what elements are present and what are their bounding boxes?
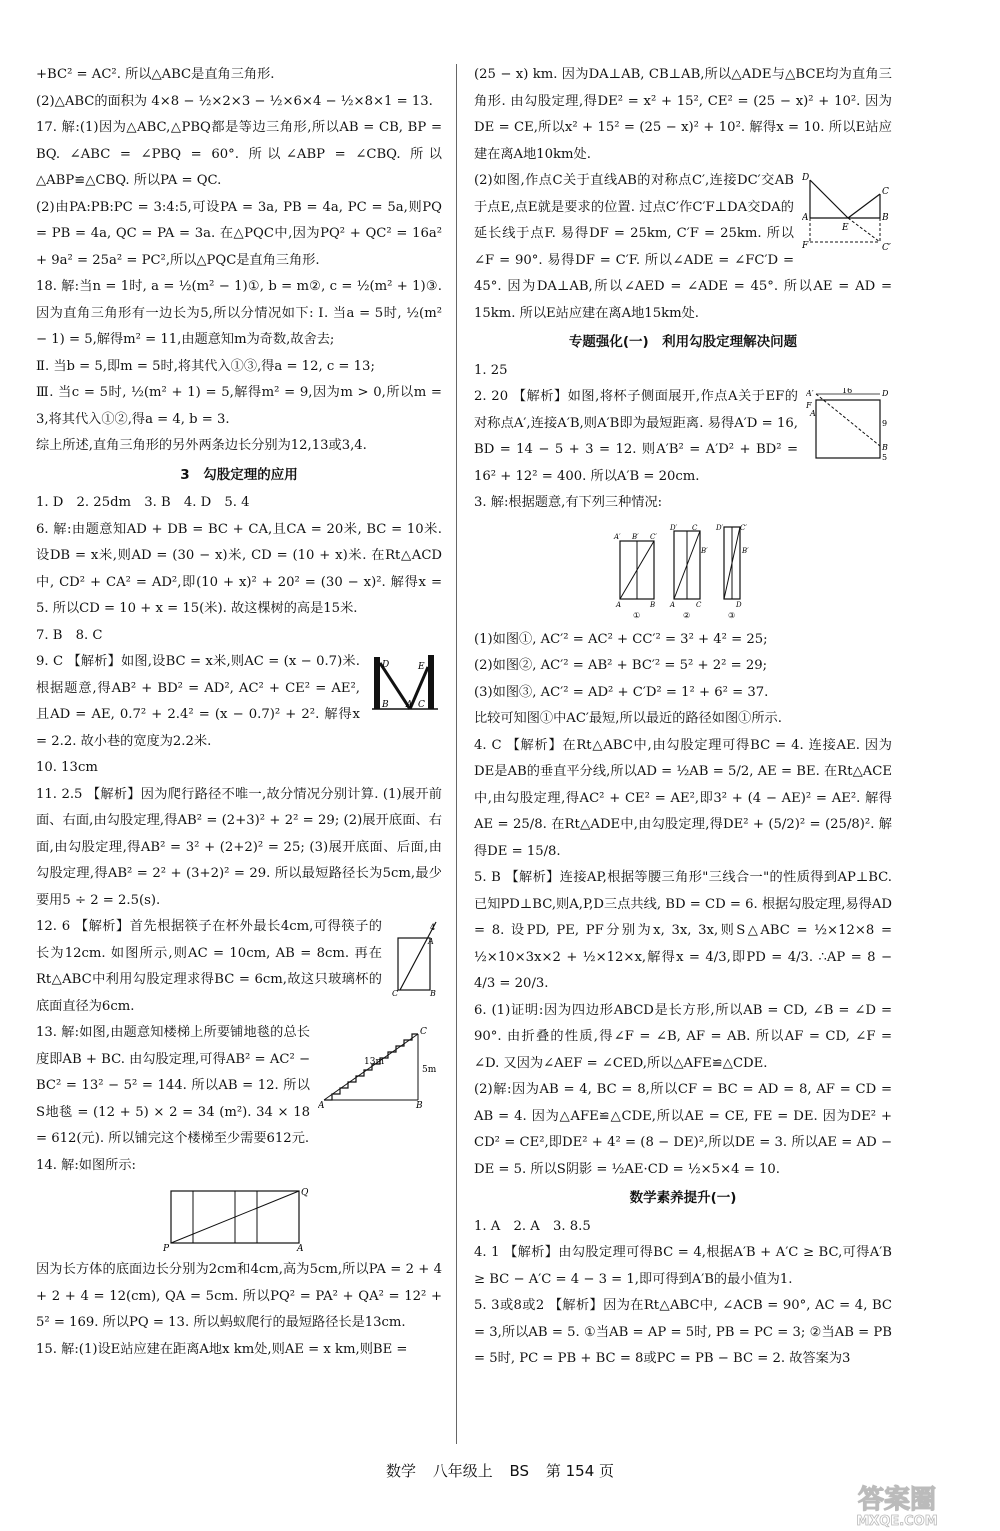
fig-label: 13m	[364, 1057, 384, 1067]
fig-label: ②	[683, 610, 691, 620]
fig-label: B′	[701, 546, 708, 555]
footer-page-number: 第 154 页	[545, 1462, 615, 1480]
three-cases-figure	[608, 523, 758, 621]
answer-5: 5. 3或8或2 【解析】因为在Rt△ABC中, ∠ACB = 90°, AC = 4, BC = 3,所以AB = 5. ①当AB = AP = 5时, PB = PC = 3; ②当AB = PB = 5时, PC = PB + BC = 8或PC = PB − BC = 2. 故答案为3	[474, 1298, 892, 1366]
fig-label: A	[670, 600, 676, 609]
fig-label: 9	[882, 419, 888, 428]
fig-label: A	[428, 937, 434, 946]
fig-label: D	[382, 660, 390, 670]
answer-line: 1. D 2. 25dm 3. B 4. D 5. 4	[36, 495, 250, 510]
left-column	[36, 62, 442, 1363]
section-title: 数学素养提升(一)	[629, 1190, 737, 1206]
answer-paragraph: +BC² = AC². 所以△ABC是直角三角形.	[36, 67, 275, 82]
answer-15: 15. 解:(1)设E站应建在距离A地x km处,则AE = x km,则BE =	[36, 1341, 408, 1357]
fig-label: B	[882, 213, 889, 223]
fig-label: 16	[842, 388, 853, 395]
fig-label: D′	[670, 523, 678, 532]
answer-3: 3. 解:根据题意,有下列三种情况:	[474, 495, 663, 510]
fig-label: A	[616, 600, 622, 609]
fig-label: ①	[633, 610, 641, 620]
fig-label: E	[418, 662, 425, 672]
fig-label: D	[882, 389, 889, 398]
fig-label: C	[696, 600, 702, 609]
fig-label: B	[430, 989, 436, 998]
fig-label: D′	[716, 523, 724, 532]
fig-label: C	[418, 700, 425, 710]
fig-label: A′	[806, 389, 814, 398]
fig-label: Q	[301, 1188, 309, 1198]
fig-label: A	[802, 213, 809, 223]
fig-label: C′	[740, 523, 747, 532]
answer-4: 4. C 【解析】在Rt△ABC中,由勾股定理可得BC = 4. 连接AE. 因为DE是AB的垂直平分线,所以AD = ½AB = 5/2, AE = BE. 在Rt△ACE中,由勾股定理,得AC² + CE² = AE²,即3² + (4 − AE)² = AE². 解得AE = 25/8. 在Rt△ADE中,由勾股定理,得DE² + (5/2)² = (25/8)². 解得DE = 15/8.	[474, 737, 892, 859]
fig-label: B′	[742, 546, 749, 555]
fig-label: 5	[882, 453, 888, 462]
answer-12: 12. 6 【解析】首先根据筷子在杯外最长4cm,可得筷子的长为12cm. 如图所示,则AC = 10cm, AB = 8cm. 再在Rt△ABC中利用勾股定理求得BC = 6cm,故这只玻璃杯的底面直径为6cm.	[36, 919, 382, 1014]
watermark-logo	[812, 1480, 982, 1528]
fig-label: C	[692, 523, 698, 532]
answer-3-conclusion: 比较可知图①中AC′最短,所以最近的路径如图①所示.	[474, 711, 782, 726]
answer-6: 6. 解:由题意知AD + DB = BC + CA,且CA = 20米, BC = 10米. 设DB = x米,则AD = (30 − x)米, CD = (10 + x)米. 在Rt△ACD中, CD² + CA² = AD²,即(10 + x)² + 20² = (30 − x)². 解得x = 5. 所以CD = 10 + x = 15(米). 故这棵树的高是15米.	[36, 521, 442, 616]
alley-ladder-figure	[368, 653, 442, 715]
fig-label: A	[810, 409, 816, 418]
answer-3-3: (3)如图③, AC′² = AD² + C′D² = 1² + 6² = 37.	[474, 684, 769, 700]
fig-label: F	[802, 241, 809, 251]
answer-14-body: 因为长方体的底面边长分别为2cm和4cm,高为5cm,所以PA = 2 + 4 + 2 + 4 = 12(cm), QA = 5cm. 所以PQ² = PA² + QA² = 12² + 5² = 169. 所以PQ = 13. 所以蚂蚁爬行的最短路径长是13cm.	[36, 1262, 442, 1330]
answer-18-case2: Ⅱ. 当b = 5,即m = 5时,将其代入①③,得a = 12, c = 13;	[36, 358, 375, 374]
fig-label: A	[406, 700, 413, 710]
answer-18-summary: 综上所述,直角三角形的另外两条边长分别为12,13或3,4.	[36, 438, 367, 453]
fig-label: C′	[650, 532, 657, 541]
answer-9: 9. C 【解析】如图,设BC = x米,则AC = (x − 0.7)米. 根据题意,得AB² + BD² = AD², AC² + CE² = AE², 且AD = AE, 0.7² + 2.4² = (x − 0.7)² + 2². 解得x = 2.2. 故小巷的宽度为2.2米.	[36, 654, 360, 749]
answer-4: 4. 1 【解析】由勾股定理可得BC = 4,根据A′B + A′C ≥ BC,可得A′B ≥ BC − A′C = 4 − 3 = 1,即可得到A′B的最小值为1.	[474, 1245, 892, 1287]
fig-label: A	[297, 1244, 304, 1251]
answer-5: 5. B 【解析】连接AP,根据等腰三角形"三线合一"的性质得到AP⊥BC. 已知PD⊥BC,则A,P,D三点共线, BD = CD = 6. 根据勾股定理,易得AD = 8. 设PD, PE, PF分别为x, 3x, 3x,则S△ABC = ½×12×8 = ½×10×3x×2 + ½×12×x,解得x = 4/3,即PD = 4/3. ∴AP = 8 − 4/3 = 20/3.	[474, 870, 892, 991]
fig-label: B	[382, 700, 389, 710]
fig-label: B	[882, 443, 888, 452]
answer-15-cont: (25 − x) km. 因为DA⊥AB, CB⊥AB,所以△ADE与△BCE均为直角三角形. 由勾股定理,得DE² = x² + 15², CE² = (25 − x)² + 10². 因为DE = CE,所以x² + 15² = (25 − x)² + 10². 解得x = 10. 所以E站应建在离A地10km处.	[474, 67, 892, 162]
fig-label: 4	[430, 923, 436, 932]
cup-chopstick-figure	[390, 918, 442, 998]
answer-14: 14. 解:如图所示:	[36, 1157, 136, 1173]
answer-line: 1. 25	[474, 362, 508, 378]
answer-line: 1. A 2. A 3. 8.5	[474, 1218, 591, 1234]
answer-18: 18. 解:当n = 1时, a = ½(m² − 1)①, b = m②, c = ½(m² + 1)③. 因为直角三角形有一边长为5,所以分情况如下: Ⅰ. 当a = 5时, ½(m² − 1) = 5,解得m² = 11,由题意知m为奇数,故舍去;	[36, 279, 442, 347]
section-title: 3 勾股定理的应用	[180, 466, 298, 483]
column-divider	[456, 64, 457, 1444]
fig-label: A	[318, 1101, 325, 1110]
fig-label: B	[650, 600, 656, 609]
answer-line: 10. 13cm	[36, 760, 98, 775]
cuboid-unfold-figure	[163, 1185, 315, 1251]
section-title: 专题强化(一) 利用勾股定理解决问题	[568, 334, 798, 350]
watermark-domain: MXQE.COM	[856, 1514, 938, 1528]
fig-label: B	[416, 1101, 423, 1110]
answer-6-2: (2)解:因为AB = 4, BC = 8,所以CF = BC = AD = 8, AF = CD = AB = 4. 因为△AFE≌△CDE,所以AE = CE, FE = DE. 因为DE² + CD² = CE²,即DE² + 4² = (8 − DE)²,所以DE = 3. 所以AE = AD − DE = 5. 所以S阴影 = ½AE·CD = ½×5×4 = 10.	[474, 1082, 892, 1177]
watermark-text: 答案圈	[857, 1485, 937, 1515]
fig-label: C′	[882, 243, 891, 253]
fig-label: C	[420, 1027, 427, 1037]
fig-label: E	[842, 223, 849, 233]
cup-unfold-figure	[806, 388, 892, 466]
fig-label: B′	[632, 532, 639, 541]
answer-17-2: (2)由PA:PB:PC = 3:4:5,可设PA = 3a, PB = 4a, PC = 5a,则PQ = PB = 4a, QC = PA = 3a. 在△PQC中,因为PQ² + QC² = 16a² + 9a² = 25a² = PC²,所以△PQC是直角三角形.	[36, 199, 442, 268]
fig-label: C	[392, 989, 399, 998]
right-column	[474, 62, 892, 1373]
fig-label: 5m	[422, 1065, 437, 1075]
answer-line: 7. B 8. C	[36, 627, 103, 643]
fig-label: F	[806, 401, 812, 410]
footer-subject: 数学	[385, 1462, 416, 1480]
footer-grade: 八年级上	[432, 1462, 493, 1480]
answer-13: 13. 解:如图,由题意知楼梯上所要铺地毯的总长度即AB + BC. 由勾股定理,可得AB² = AC² − BC² = 13² − 5² = 144. 所以AB = 12. 所以S地毯 = (12 + 5) × 2 = 34 (m²). 34 × 18 = 612(元). 所以铺完这个楼梯至少需要612元.	[36, 1025, 310, 1146]
answer-15-2: (2)如图,作点C关于直线AB的对称点C′,连接DC′交AB于点E,点E就是要求的位置. 过点C′作C′F⊥DA交DA的延长线于点F. 易得DF = 25km, C′F = 25km. 所以∠F = 90°. 易得DF = C′F. 所以∠ADE = ∠FC′D = 45°. 因为DA⊥AB,所以∠AED = ∠ADE = 45°. 所以AE = AD = 15km. 所以E站应建在离A地15km处.	[474, 173, 892, 321]
station-figure	[802, 172, 892, 262]
page-footer	[0, 1460, 1000, 1481]
fig-label: C	[882, 187, 889, 197]
fig-label: P	[163, 1244, 170, 1251]
answer-18-case3: Ⅲ. 当c = 5时, ½(m² + 1) = 5,解得m² = 9,因为m > 0,所以m = 3,将其代入①②,得a = 4, b = 3.	[36, 385, 442, 427]
answer-2: 2. 20 【解析】如图,将杯子侧面展开,作点A关于EF的对称点A′,连接A′B,则A′B即为最短距离. 易得A′D = 16, BD = 14 − 5 + 3 = 12. 则A′B² = A′D² + BD² = 16² + 12² = 400. 所以A′B = 20cm.	[474, 389, 798, 484]
answer-3-2: (2)如图②, AC′² = AB² + BC′² = 5² + 2² = 29;	[474, 658, 768, 673]
answer-6-1: 6. (1)证明:因为四边形ABCD是长方形,所以AB = CD, ∠B = ∠D = 90°. 由折叠的性质,得∠F = ∠B, AF = AB. 所以AF = CD, ∠F = ∠D. 又因为∠AEF = ∠CED,所以△AFE≌△CDE.	[474, 1002, 892, 1071]
answer-17: 17. 解:(1)因为△ABC,△PBQ都是等边三角形,所以AB = CB, BP = BQ. ∠ABC = ∠PBQ = 60°. 所以∠ABP = ∠CBQ. 所以△ABP≌△CBQ. 所以PA = QC.	[36, 120, 442, 188]
answer-11: 11. 2.5 【解析】因为爬行路径不唯一,故分情况分别计算. (1)展开前面、右面,由勾股定理,得AB² = (2+3)² + 2² = 29; (2)展开底面、右面,由勾股定理,得AB² = 3² + (2+2)² = 25; (3)展开底面、后面,由勾股定理,得AB² = 2² + (3+2)² = 29. 所以最短路径长为5cm,最少要用5 ÷ 2 = 2.5(s).	[36, 786, 442, 908]
answer-3-1: (1)如图①, AC′² = AC² + CC′² = 3² + 4² = 25;	[474, 631, 768, 647]
fig-label: D	[802, 173, 810, 183]
answer-paragraph: (2)△ABC的面积为 4×8 − ½×2×3 − ½×6×4 − ½×8×1 = 13.	[36, 93, 433, 109]
fig-label: ③	[728, 610, 736, 620]
fig-label: A′	[614, 532, 621, 541]
fig-label: D	[736, 600, 742, 609]
stair-carpet-figure	[318, 1024, 442, 1110]
footer-edition: BS	[509, 1462, 530, 1480]
